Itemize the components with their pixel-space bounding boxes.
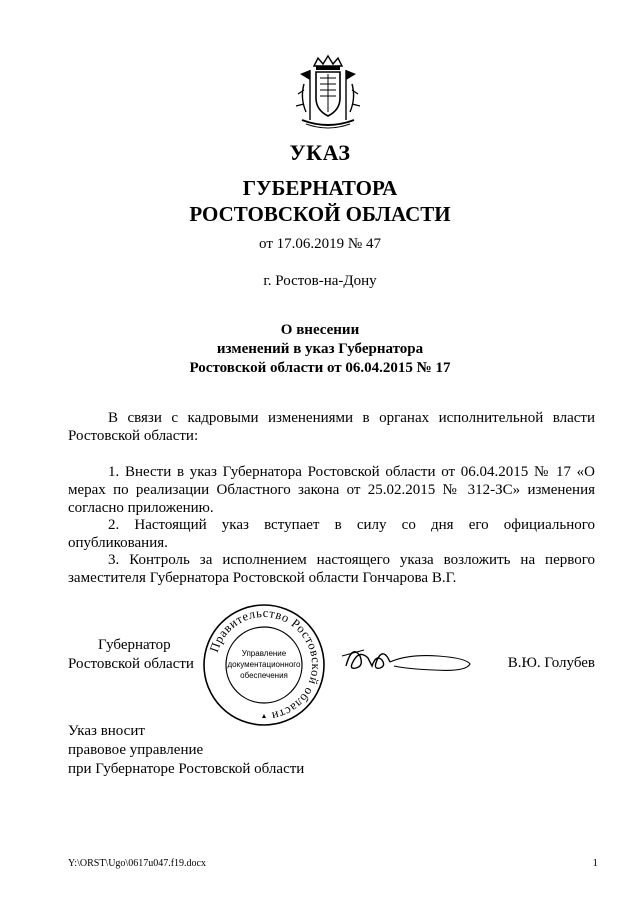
handwritten-signature xyxy=(338,636,478,680)
file-path: Y:\ORST\Ugo\0617u047.f19.docx xyxy=(68,858,206,869)
city: г. Ростов-на-Дону xyxy=(263,273,377,289)
seal-inner-line-2: документационного xyxy=(227,660,301,669)
submitted-by-note xyxy=(68,722,304,779)
coat-of-arms-icon xyxy=(292,54,364,132)
signatory-title-line-1: Губернатор xyxy=(98,637,171,653)
signatory-title xyxy=(68,636,218,674)
page-number: 1 xyxy=(592,857,598,869)
signatory-name: В.Ю. Голубев xyxy=(507,655,595,671)
item-2-paragraph: 2. Настоящий указ вступает в силу со дня его официального опубликования. xyxy=(68,517,595,551)
subject-line-3: Ростовской области от 06.04.2015 № 17 xyxy=(189,360,451,376)
document-subject xyxy=(0,321,640,378)
item-1-paragraph: 1. Внести в указ Губернатора Ростовской области от 06.04.2015 № 17 «О мерах по реализации Областного закона от 25.02.2015 № 312-ЗС» изменения согласно приложению. xyxy=(68,464,595,516)
seal-inner-line-1: Управление xyxy=(241,649,287,658)
issuer-line-2: РОСТОВСКОЙ ОБЛАСТИ xyxy=(189,202,451,226)
item-3-paragraph: 3. Контроль за исполнением настоящего указа возложить на первого заместителя Губернатора Ростовской области Гончарова В.Г. xyxy=(68,552,595,586)
seal-inner-line-3: обеспечения xyxy=(240,671,288,680)
seal-ring-text: Правительство Ростовской области xyxy=(206,605,324,724)
issuer-line-1: ГУБЕРНАТОРА xyxy=(242,176,398,200)
submitted-by-line-1: Указ вносит xyxy=(68,723,145,739)
official-seal xyxy=(201,602,327,728)
subject-line-1: О внесении xyxy=(280,322,360,338)
subject-line-2: изменений в указ Губернатора xyxy=(216,341,424,357)
submitted-by-line-3: при Губернаторе Ростовской области xyxy=(68,761,305,777)
submitted-by-line-2: правовое управление xyxy=(68,742,204,758)
date-number: от 17.06.2019 № 47 xyxy=(259,236,381,252)
intro-paragraph: В связи с кадровыми изменениями в органах исполнительной власти Ростовской области: xyxy=(68,410,595,444)
document-type: УКАЗ xyxy=(289,140,351,165)
issuer-title xyxy=(0,175,640,227)
signatory-title-line-2: Ростовской области xyxy=(68,656,194,672)
